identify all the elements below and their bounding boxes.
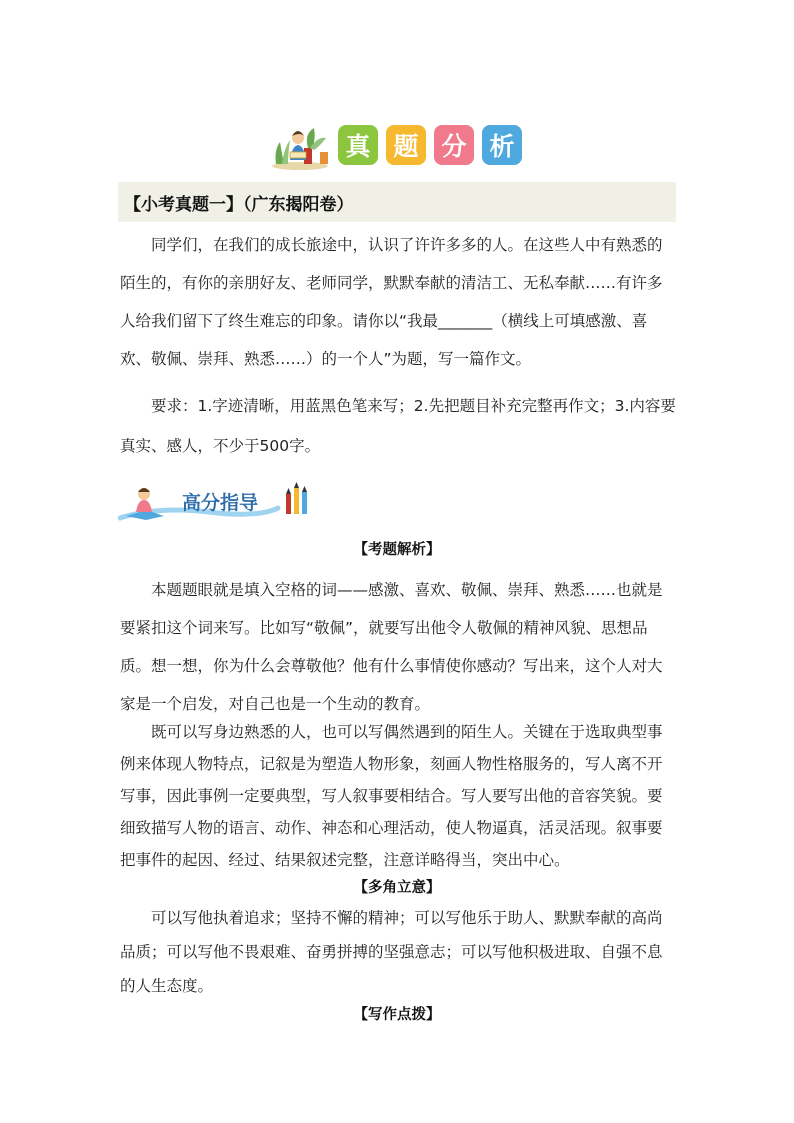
- exam-requirements: 要求：1.字迹清晰，用蓝黑色笔来写；2.先把题目补充完整再作文；3.内容要真实、感人，不少于500字。: [120, 397, 676, 455]
- banner-char-ti: 题: [386, 125, 426, 165]
- guidance-header: [118, 478, 318, 524]
- banner-char-zhen: 真: [338, 125, 378, 165]
- banner-char-fen: 分: [434, 125, 474, 165]
- exam-title: 【小考真题一】（广东揭阳卷）: [124, 194, 354, 215]
- exam-title-bar: [118, 182, 676, 222]
- section-banner: [270, 120, 530, 170]
- banner-char-xi: 析: [482, 125, 522, 165]
- analysis-paragraph-1: 本题题眼就是填入空格的词——感激、喜欢、敬佩、崇拜、熟悉……也就是要紧扣这个词来写。比如写“敬佩”，就要写出他令人敬佩的精神风貌、思想品质。想一想，你为什么会尊敬他？他有什么事情使你感动？写出来，这个人对大家是一个启发，对自己也是一个生动的教育。: [120, 581, 663, 713]
- exam-prompt: 同学们，在我们的成长旅途中，认识了许许多多的人。在这些人中有熟悉的陌生的，有你的亲朋好友、老师同学，默默奉献的清洁工、无私奉献……有许多人给我们留下了终生难忘的印象。请你以“我最_______（横线上可填感激、喜欢、敬佩、崇拜、熟悉……）的一个人”为题，写一篇作文。: [120, 236, 663, 368]
- multi-angle-title: 【多角立意】: [353, 880, 441, 896]
- guidance-title: 高分指导: [182, 492, 259, 514]
- student-reading-illustration-icon: [270, 120, 332, 170]
- multi-angle-text: 可以写他执着追求；坚持不懈的精神；可以写他乐于助人、默默奉献的高尚品质；可以写他不畏艰难、奋勇拼搏的坚强意志；可以写他积极进取、自强不息的人生态度。: [120, 909, 663, 995]
- analysis-title: 【考题解析】: [353, 542, 441, 558]
- analysis-paragraph-2: 既可以写身边熟悉的人，也可以写偶然遇到的陌生人。关键在于选取典型事例来体现人物特点，记叙是为塑造人物形象，刻画人物性格服务的，写人离不开写事，因此事例一定要典型，写人叙事要相结合。写人要写出他的音容笑貌。要细致描写人物的语言、动作、神态和心理活动，使人物逼真，活灵活现。叙事要把事件的起因、经过、结果叙述完整，注意详略得当，突出中心。: [120, 723, 663, 869]
- writing-tips-title: 【写作点拨】: [353, 1007, 441, 1023]
